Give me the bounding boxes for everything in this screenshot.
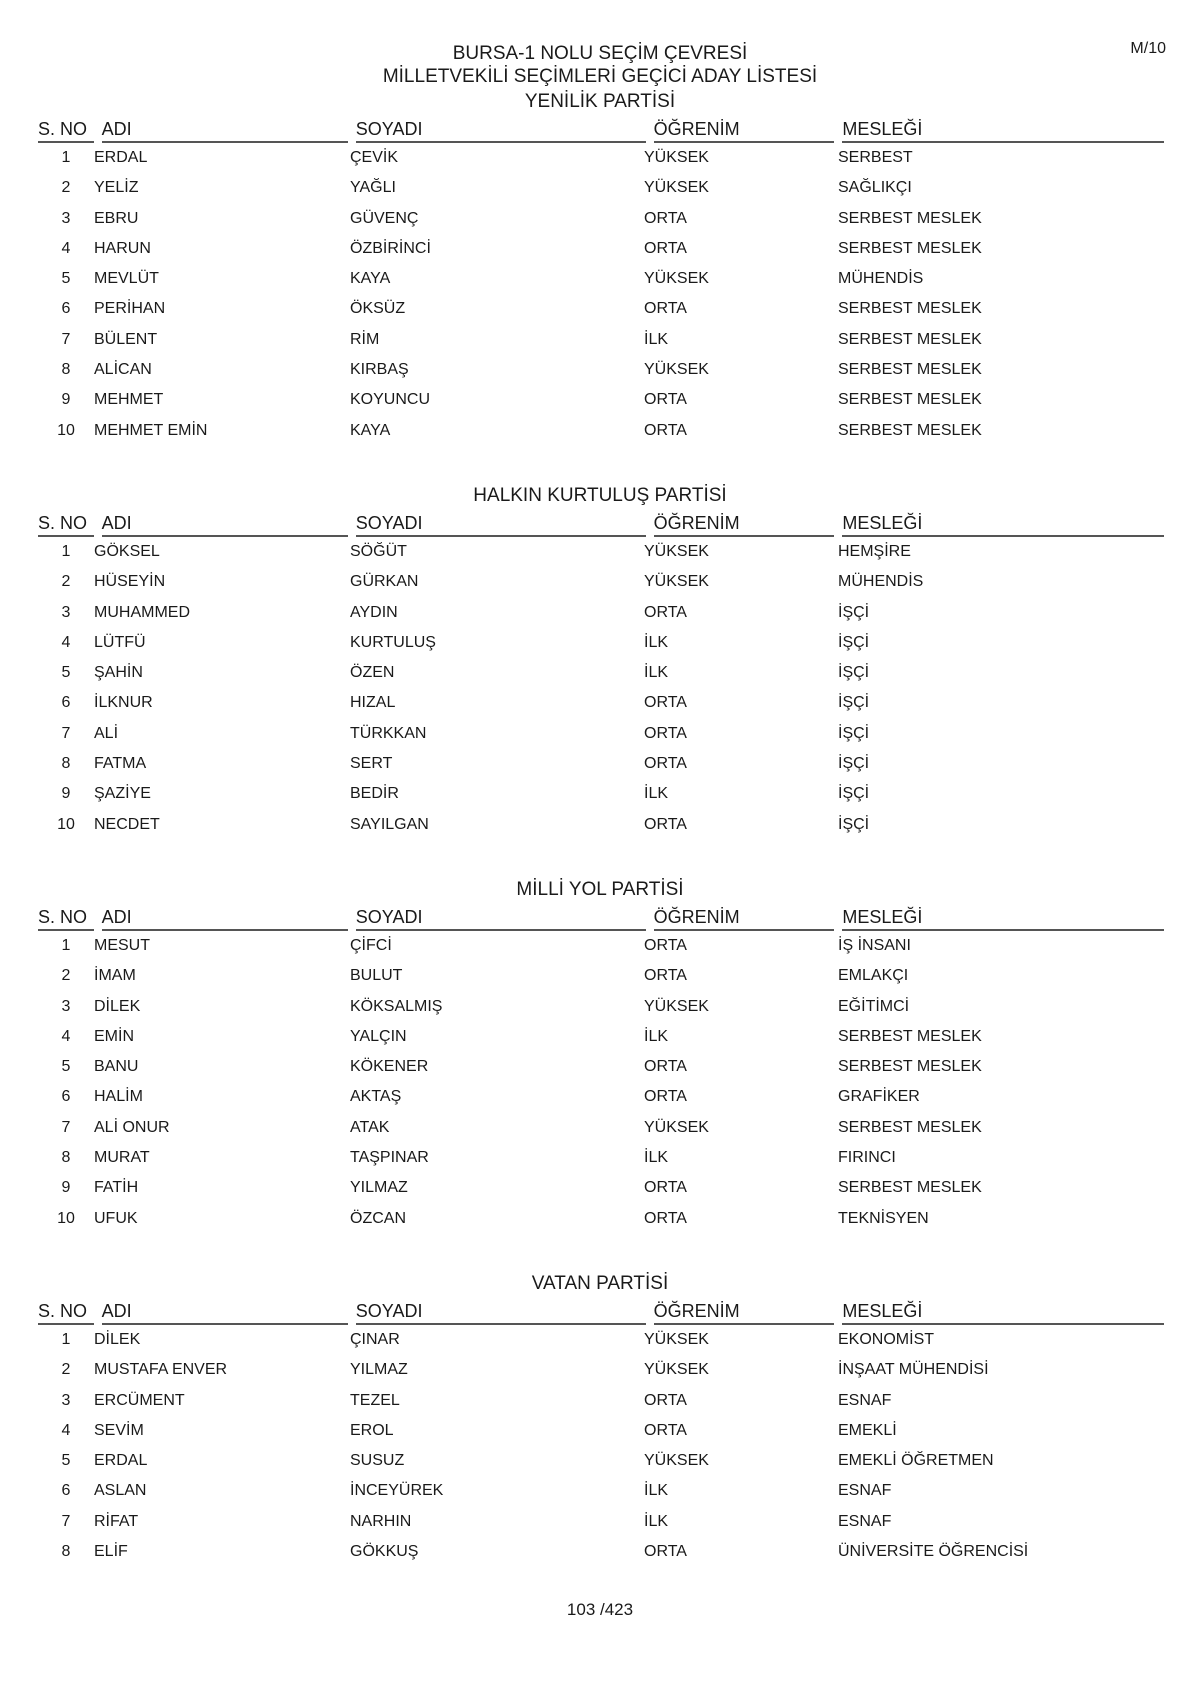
cell-meslegi: SERBEST MESLEK	[838, 1058, 982, 1076]
cell-adi: NECDET	[94, 815, 160, 833]
cell-soyadi: SERT	[350, 755, 393, 773]
party-section-vatan	[38, 1270, 1164, 1567]
cell-meslegi: SERBEST MESLEK	[838, 391, 982, 409]
table-row	[38, 294, 1164, 324]
cell-meslegi: EĞİTİMCİ	[838, 997, 910, 1015]
rows	[38, 931, 1164, 1234]
cell-adi: BÜLENT	[94, 330, 158, 348]
cell-meslegi: İŞÇİ	[838, 815, 870, 833]
cell-ogrenim: ORTA	[644, 1088, 687, 1106]
cell-adi: FATİH	[94, 1179, 139, 1197]
table-row	[38, 234, 1164, 264]
cell-ogrenim: ORTA	[644, 1209, 687, 1227]
cell-soyadi: AYDIN	[350, 603, 398, 621]
cell-ogrenim: ORTA	[644, 937, 687, 954]
cell-no: 9	[61, 1179, 71, 1197]
cell-no: 8	[61, 361, 71, 379]
cell-no: 10	[57, 1209, 75, 1227]
cell-meslegi: EMEKLİ ÖĞRETMEN	[838, 1452, 994, 1470]
cell-adi: YELİZ	[94, 179, 139, 197]
table-row	[38, 961, 1164, 991]
page-number: 103 /423	[566, 1600, 634, 1619]
cell-no: 6	[61, 300, 71, 318]
col-adi: ADI	[102, 1298, 348, 1325]
cell-adi: EBRU	[94, 209, 139, 227]
cell-soyadi: ÇINAR	[350, 1331, 400, 1348]
cell-meslegi: İŞÇİ	[838, 603, 870, 621]
col-meslegi: MESLEĞİ	[842, 1298, 1164, 1325]
table-row	[38, 719, 1164, 749]
party-section-milli-yol	[38, 876, 1164, 1234]
cell-soyadi: EROL	[350, 1421, 394, 1439]
cell-no: 1	[61, 149, 71, 166]
table-row	[38, 1476, 1164, 1506]
cell-no: 3	[61, 209, 71, 227]
cell-no: 7	[61, 330, 71, 348]
cell-no: 7	[61, 1512, 71, 1530]
header-line-1: BURSA-1 NOLU SEÇİM ÇEVRESİ	[452, 43, 748, 64]
cell-soyadi: ÖZEN	[350, 664, 395, 682]
cell-no: 2	[61, 179, 71, 197]
table-row	[38, 325, 1164, 355]
cell-ogrenim: ORTA	[644, 694, 687, 712]
table-row	[38, 992, 1164, 1022]
col-ogrenim: ÖĞRENİM	[654, 510, 835, 537]
cell-meslegi: İŞÇİ	[838, 633, 870, 651]
cell-ogrenim: YÜKSEK	[644, 1118, 709, 1136]
cell-soyadi: NARHIN	[350, 1512, 412, 1530]
col-meslegi: MESLEĞİ	[842, 510, 1164, 537]
cell-soyadi: KÖKENER	[350, 1058, 429, 1076]
cell-no: 3	[61, 603, 71, 621]
cell-no: 4	[61, 1027, 71, 1045]
table-row	[38, 1507, 1164, 1537]
cell-no: 5	[61, 270, 71, 288]
cell-ogrenim: İLK	[644, 1027, 669, 1045]
cell-ogrenim: İLK	[644, 633, 669, 651]
cell-soyadi: KURTULUŞ	[350, 633, 436, 651]
cell-ogrenim: ORTA	[644, 603, 687, 621]
cell-ogrenim: ORTA	[644, 1421, 687, 1439]
cell-meslegi: SERBEST MESLEK	[838, 1027, 982, 1045]
cell-adi: FATMA	[94, 755, 147, 773]
cell-no: 7	[61, 724, 71, 742]
rows	[38, 537, 1164, 840]
cell-adi: ERCÜMENT	[94, 1391, 185, 1409]
cell-soyadi: GÜRKAN	[350, 573, 419, 591]
cell-adi: HARUN	[94, 239, 151, 257]
cell-adi: ERDAL	[94, 1452, 148, 1470]
rows	[38, 143, 1164, 446]
cell-meslegi: SERBEST	[838, 149, 913, 166]
cell-no: 2	[61, 967, 71, 985]
cell-adi: ALİ ONUR	[94, 1118, 170, 1136]
cell-no: 5	[61, 1452, 71, 1470]
cell-soyadi: TEZEL	[350, 1391, 400, 1409]
cell-soyadi: BEDİR	[350, 785, 399, 803]
cell-ogrenim: ORTA	[644, 1391, 687, 1409]
cell-ogrenim: YÜKSEK	[644, 1361, 709, 1379]
table-row	[38, 1113, 1164, 1143]
cell-adi: BANU	[94, 1058, 139, 1076]
cell-ogrenim: ORTA	[644, 1058, 687, 1076]
table-row	[38, 1446, 1164, 1476]
cell-ogrenim: İLK	[644, 1149, 669, 1167]
table-row	[38, 1173, 1164, 1203]
cell-adi: LÜTFÜ	[94, 633, 146, 651]
col-adi: ADI	[102, 904, 348, 931]
table-row	[38, 385, 1164, 415]
cell-adi: GÖKSEL	[94, 543, 160, 560]
cell-adi: UFUK	[94, 1209, 138, 1227]
cell-ogrenim: ORTA	[644, 300, 687, 318]
header-line-2: MİLLETVEKİLİ SEÇİMLERİ GEÇİCİ ADAY LİSTESİ	[382, 66, 818, 87]
col-soyadi: SOYADI	[356, 116, 646, 143]
cell-ogrenim: YÜKSEK	[644, 543, 709, 560]
table-row	[38, 416, 1164, 446]
cell-adi: İMAM	[94, 967, 136, 985]
cell-soyadi: HIZAL	[350, 694, 396, 712]
cell-meslegi: İŞÇİ	[838, 724, 870, 742]
cell-meslegi: SERBEST MESLEK	[838, 421, 982, 439]
cell-no: 4	[61, 633, 71, 651]
table-row	[38, 1143, 1164, 1173]
cell-no: 8	[61, 1149, 71, 1167]
cell-meslegi: EKONOMİST	[838, 1331, 935, 1348]
cell-ogrenim: ORTA	[644, 967, 687, 985]
cell-soyadi: İNCEYÜREK	[350, 1482, 444, 1500]
table-row	[38, 1325, 1164, 1355]
cell-soyadi: YILMAZ	[350, 1179, 408, 1197]
cell-ogrenim: ORTA	[644, 209, 687, 227]
cell-no: 4	[61, 1421, 71, 1439]
cell-meslegi: SERBEST MESLEK	[838, 1179, 982, 1197]
cell-ogrenim: İLK	[644, 785, 669, 803]
cell-soyadi: RİM	[350, 330, 380, 348]
cell-adi: ALİCAN	[94, 361, 152, 379]
col-ogrenim: ÖĞRENİM	[654, 116, 835, 143]
table-row	[38, 264, 1164, 294]
cell-soyadi: KOYUNCU	[350, 391, 431, 409]
cell-meslegi: TEKNİSYEN	[838, 1209, 929, 1227]
cell-no: 1	[61, 1331, 71, 1348]
cell-meslegi: ESNAF	[838, 1512, 892, 1530]
col-no: S. NO	[38, 1298, 94, 1325]
cell-soyadi: AKTAŞ	[350, 1088, 402, 1106]
cell-adi: MURAT	[94, 1149, 150, 1167]
table-row	[38, 143, 1164, 173]
cell-no: 5	[61, 664, 71, 682]
col-soyadi: SOYADI	[356, 510, 646, 537]
cell-no: 3	[61, 1391, 71, 1409]
cell-ogrenim: İLK	[644, 1482, 669, 1500]
cell-meslegi: GRAFİKER	[838, 1088, 920, 1106]
cell-ogrenim: ORTA	[644, 724, 687, 742]
cell-soyadi: KÖKSALMIŞ	[350, 997, 443, 1015]
table-row	[38, 204, 1164, 234]
cell-meslegi: SERBEST MESLEK	[838, 300, 982, 318]
cell-soyadi: TÜRKKAN	[350, 724, 427, 742]
cell-ogrenim: ORTA	[644, 1179, 687, 1197]
cell-adi: DİLEK	[94, 1331, 141, 1348]
col-meslegi: MESLEĞİ	[842, 904, 1164, 931]
party-title: YENİLİK PARTİSİ	[524, 91, 676, 112]
rows	[38, 1325, 1164, 1567]
column-header	[38, 1298, 1164, 1325]
cell-ogrenim: YÜKSEK	[644, 573, 709, 591]
cell-no: 9	[61, 391, 71, 409]
cell-no: 7	[61, 1118, 71, 1136]
cell-soyadi: YAĞLI	[350, 179, 396, 197]
col-ogrenim: ÖĞRENİM	[654, 1298, 835, 1325]
cell-ogrenim: İLK	[644, 664, 669, 682]
cell-soyadi: KIRBAŞ	[350, 361, 409, 379]
cell-ogrenim: YÜKSEK	[644, 179, 709, 197]
table-row	[38, 810, 1164, 840]
column-header	[38, 510, 1164, 537]
cell-ogrenim: ORTA	[644, 391, 687, 409]
cell-adi: ASLAN	[94, 1482, 147, 1500]
cell-meslegi: MÜHENDİS	[838, 270, 924, 288]
cell-adi: SEVİM	[94, 1421, 144, 1439]
cell-ogrenim: ORTA	[644, 239, 687, 257]
table-row	[38, 1386, 1164, 1416]
table-row	[38, 749, 1164, 779]
cell-meslegi: ESNAF	[838, 1391, 892, 1409]
cell-adi: ŞAZİYE	[94, 785, 151, 803]
cell-soyadi: TAŞPINAR	[350, 1149, 429, 1167]
cell-ogrenim: YÜKSEK	[644, 149, 709, 166]
cell-adi: ERDAL	[94, 149, 148, 166]
cell-soyadi: ÖKSÜZ	[350, 300, 406, 318]
table-row	[38, 173, 1164, 203]
cell-soyadi: ÇİFCİ	[350, 937, 392, 954]
column-header	[38, 904, 1164, 931]
table-row	[38, 931, 1164, 961]
cell-soyadi: ÇEVİK	[350, 149, 399, 166]
cell-adi: HALİM	[94, 1088, 143, 1106]
table-row	[38, 658, 1164, 688]
column-header	[38, 116, 1164, 143]
cell-soyadi: KAYA	[350, 270, 391, 288]
cell-adi: İLKNUR	[94, 694, 153, 712]
cell-meslegi: HEMŞİRE	[838, 543, 911, 560]
cell-adi: HÜSEYİN	[94, 573, 166, 591]
cell-no: 8	[61, 1543, 71, 1561]
table-row	[38, 537, 1164, 567]
col-no: S. NO	[38, 510, 94, 537]
cell-adi: MUSTAFA ENVER	[94, 1361, 228, 1379]
party-title: VATAN PARTİSİ	[531, 1273, 669, 1294]
cell-ogrenim: YÜKSEK	[644, 1452, 709, 1470]
cell-meslegi: SERBEST MESLEK	[838, 209, 982, 227]
cell-soyadi: ATAK	[350, 1118, 390, 1136]
col-adi: ADI	[102, 510, 348, 537]
table-row	[38, 1355, 1164, 1385]
col-no: S. NO	[38, 904, 94, 931]
cell-soyadi: YALÇIN	[350, 1027, 407, 1045]
cell-meslegi: İŞÇİ	[838, 755, 870, 773]
col-no: S. NO	[38, 116, 94, 143]
cell-no: 10	[57, 815, 75, 833]
cell-soyadi: ÖZCAN	[350, 1209, 406, 1227]
cell-soyadi: SÖĞÜT	[350, 543, 407, 560]
cell-ogrenim: ORTA	[644, 1543, 687, 1561]
table-row	[38, 1022, 1164, 1052]
cell-no: 4	[61, 239, 71, 257]
cell-ogrenim: İLK	[644, 1512, 669, 1530]
cell-adi: PERİHAN	[94, 300, 166, 318]
cell-adi: MEHMET	[94, 391, 164, 409]
table-row	[38, 1537, 1164, 1567]
cell-meslegi: SAĞLIKÇI	[838, 179, 912, 197]
cell-no: 1	[61, 937, 71, 954]
cell-adi: MUHAMMED	[94, 603, 190, 621]
document-header	[0, 42, 1200, 88]
cell-adi: ELİF	[94, 1543, 128, 1561]
cell-ogrenim: YÜKSEK	[644, 270, 709, 288]
cell-meslegi: ESNAF	[838, 1482, 892, 1500]
cell-adi: EMİN	[94, 1027, 134, 1045]
cell-no: 6	[61, 1088, 71, 1106]
cell-meslegi: İNŞAAT MÜHENDİSİ	[838, 1361, 989, 1379]
table-row	[38, 1204, 1164, 1234]
cell-meslegi: SERBEST MESLEK	[838, 239, 982, 257]
cell-adi: RİFAT	[94, 1512, 139, 1530]
party-title: HALKIN KURTULUŞ PARTİSİ	[473, 485, 727, 506]
col-adi: ADI	[102, 116, 348, 143]
cell-meslegi: FIRINCI	[838, 1149, 896, 1167]
cell-soyadi: ÖZBİRİNCİ	[350, 239, 431, 257]
cell-soyadi: YILMAZ	[350, 1361, 408, 1379]
col-ogrenim: ÖĞRENİM	[654, 904, 835, 931]
cell-adi: ALİ	[94, 724, 119, 742]
cell-soyadi: KAYA	[350, 421, 391, 439]
cell-meslegi: İŞÇİ	[838, 694, 870, 712]
col-meslegi: MESLEĞİ	[842, 116, 1164, 143]
cell-adi: ŞAHİN	[94, 664, 143, 682]
cell-meslegi: İŞ İNSANI	[838, 937, 911, 954]
page-code: M/10	[1130, 40, 1166, 57]
cell-no: 6	[61, 694, 71, 712]
table-row	[38, 1416, 1164, 1446]
cell-ogrenim: İLK	[644, 330, 669, 348]
cell-ogrenim: ORTA	[644, 755, 687, 773]
cell-soyadi: SUSUZ	[350, 1452, 405, 1470]
cell-adi: DİLEK	[94, 997, 141, 1015]
cell-no: 3	[61, 997, 71, 1015]
cell-ogrenim: ORTA	[644, 421, 687, 439]
table-row	[38, 355, 1164, 385]
cell-no: 6	[61, 1482, 71, 1500]
party-section-yenilik	[38, 88, 1164, 446]
cell-no: 5	[61, 1058, 71, 1076]
cell-meslegi: İŞÇİ	[838, 785, 870, 803]
cell-soyadi: BULUT	[350, 967, 403, 985]
table-row	[38, 567, 1164, 597]
cell-meslegi: SERBEST MESLEK	[838, 1118, 982, 1136]
table-row	[38, 688, 1164, 718]
cell-meslegi: İŞÇİ	[838, 664, 870, 682]
cell-soyadi: GÖKKUŞ	[350, 1543, 419, 1561]
cell-meslegi: EMEKLİ	[838, 1421, 897, 1439]
cell-adi: MEHMET EMİN	[94, 421, 208, 439]
cell-meslegi: ÜNİVERSİTE ÖĞRENCİSİ	[838, 1543, 1029, 1561]
cell-soyadi: GÜVENÇ	[350, 209, 419, 227]
cell-adi: MESUT	[94, 937, 150, 954]
cell-no: 8	[61, 755, 71, 773]
cell-no: 2	[61, 573, 71, 591]
table-row	[38, 598, 1164, 628]
cell-soyadi: SAYILGAN	[350, 815, 429, 833]
cell-meslegi: SERBEST MESLEK	[838, 330, 982, 348]
cell-meslegi: EMLAKÇI	[838, 967, 909, 985]
party-section-halkin-kurtulus	[38, 482, 1164, 840]
party-title: MİLLİ YOL PARTİSİ	[516, 879, 684, 900]
table-row	[38, 779, 1164, 809]
col-soyadi: SOYADI	[356, 1298, 646, 1325]
cell-meslegi: MÜHENDİS	[838, 573, 924, 591]
cell-no: 1	[61, 543, 71, 560]
table-row	[38, 628, 1164, 658]
cell-meslegi: SERBEST MESLEK	[838, 361, 982, 379]
cell-adi: MEVLÜT	[94, 270, 159, 288]
cell-ogrenim: YÜKSEK	[644, 997, 709, 1015]
cell-ogrenim: YÜKSEK	[644, 1331, 709, 1348]
cell-no: 2	[61, 1361, 71, 1379]
cell-ogrenim: YÜKSEK	[644, 361, 709, 379]
cell-no: 9	[61, 785, 71, 803]
col-soyadi: SOYADI	[356, 904, 646, 931]
cell-no: 10	[57, 421, 75, 439]
table-row	[38, 1052, 1164, 1082]
table-row	[38, 1082, 1164, 1112]
cell-ogrenim: ORTA	[644, 815, 687, 833]
